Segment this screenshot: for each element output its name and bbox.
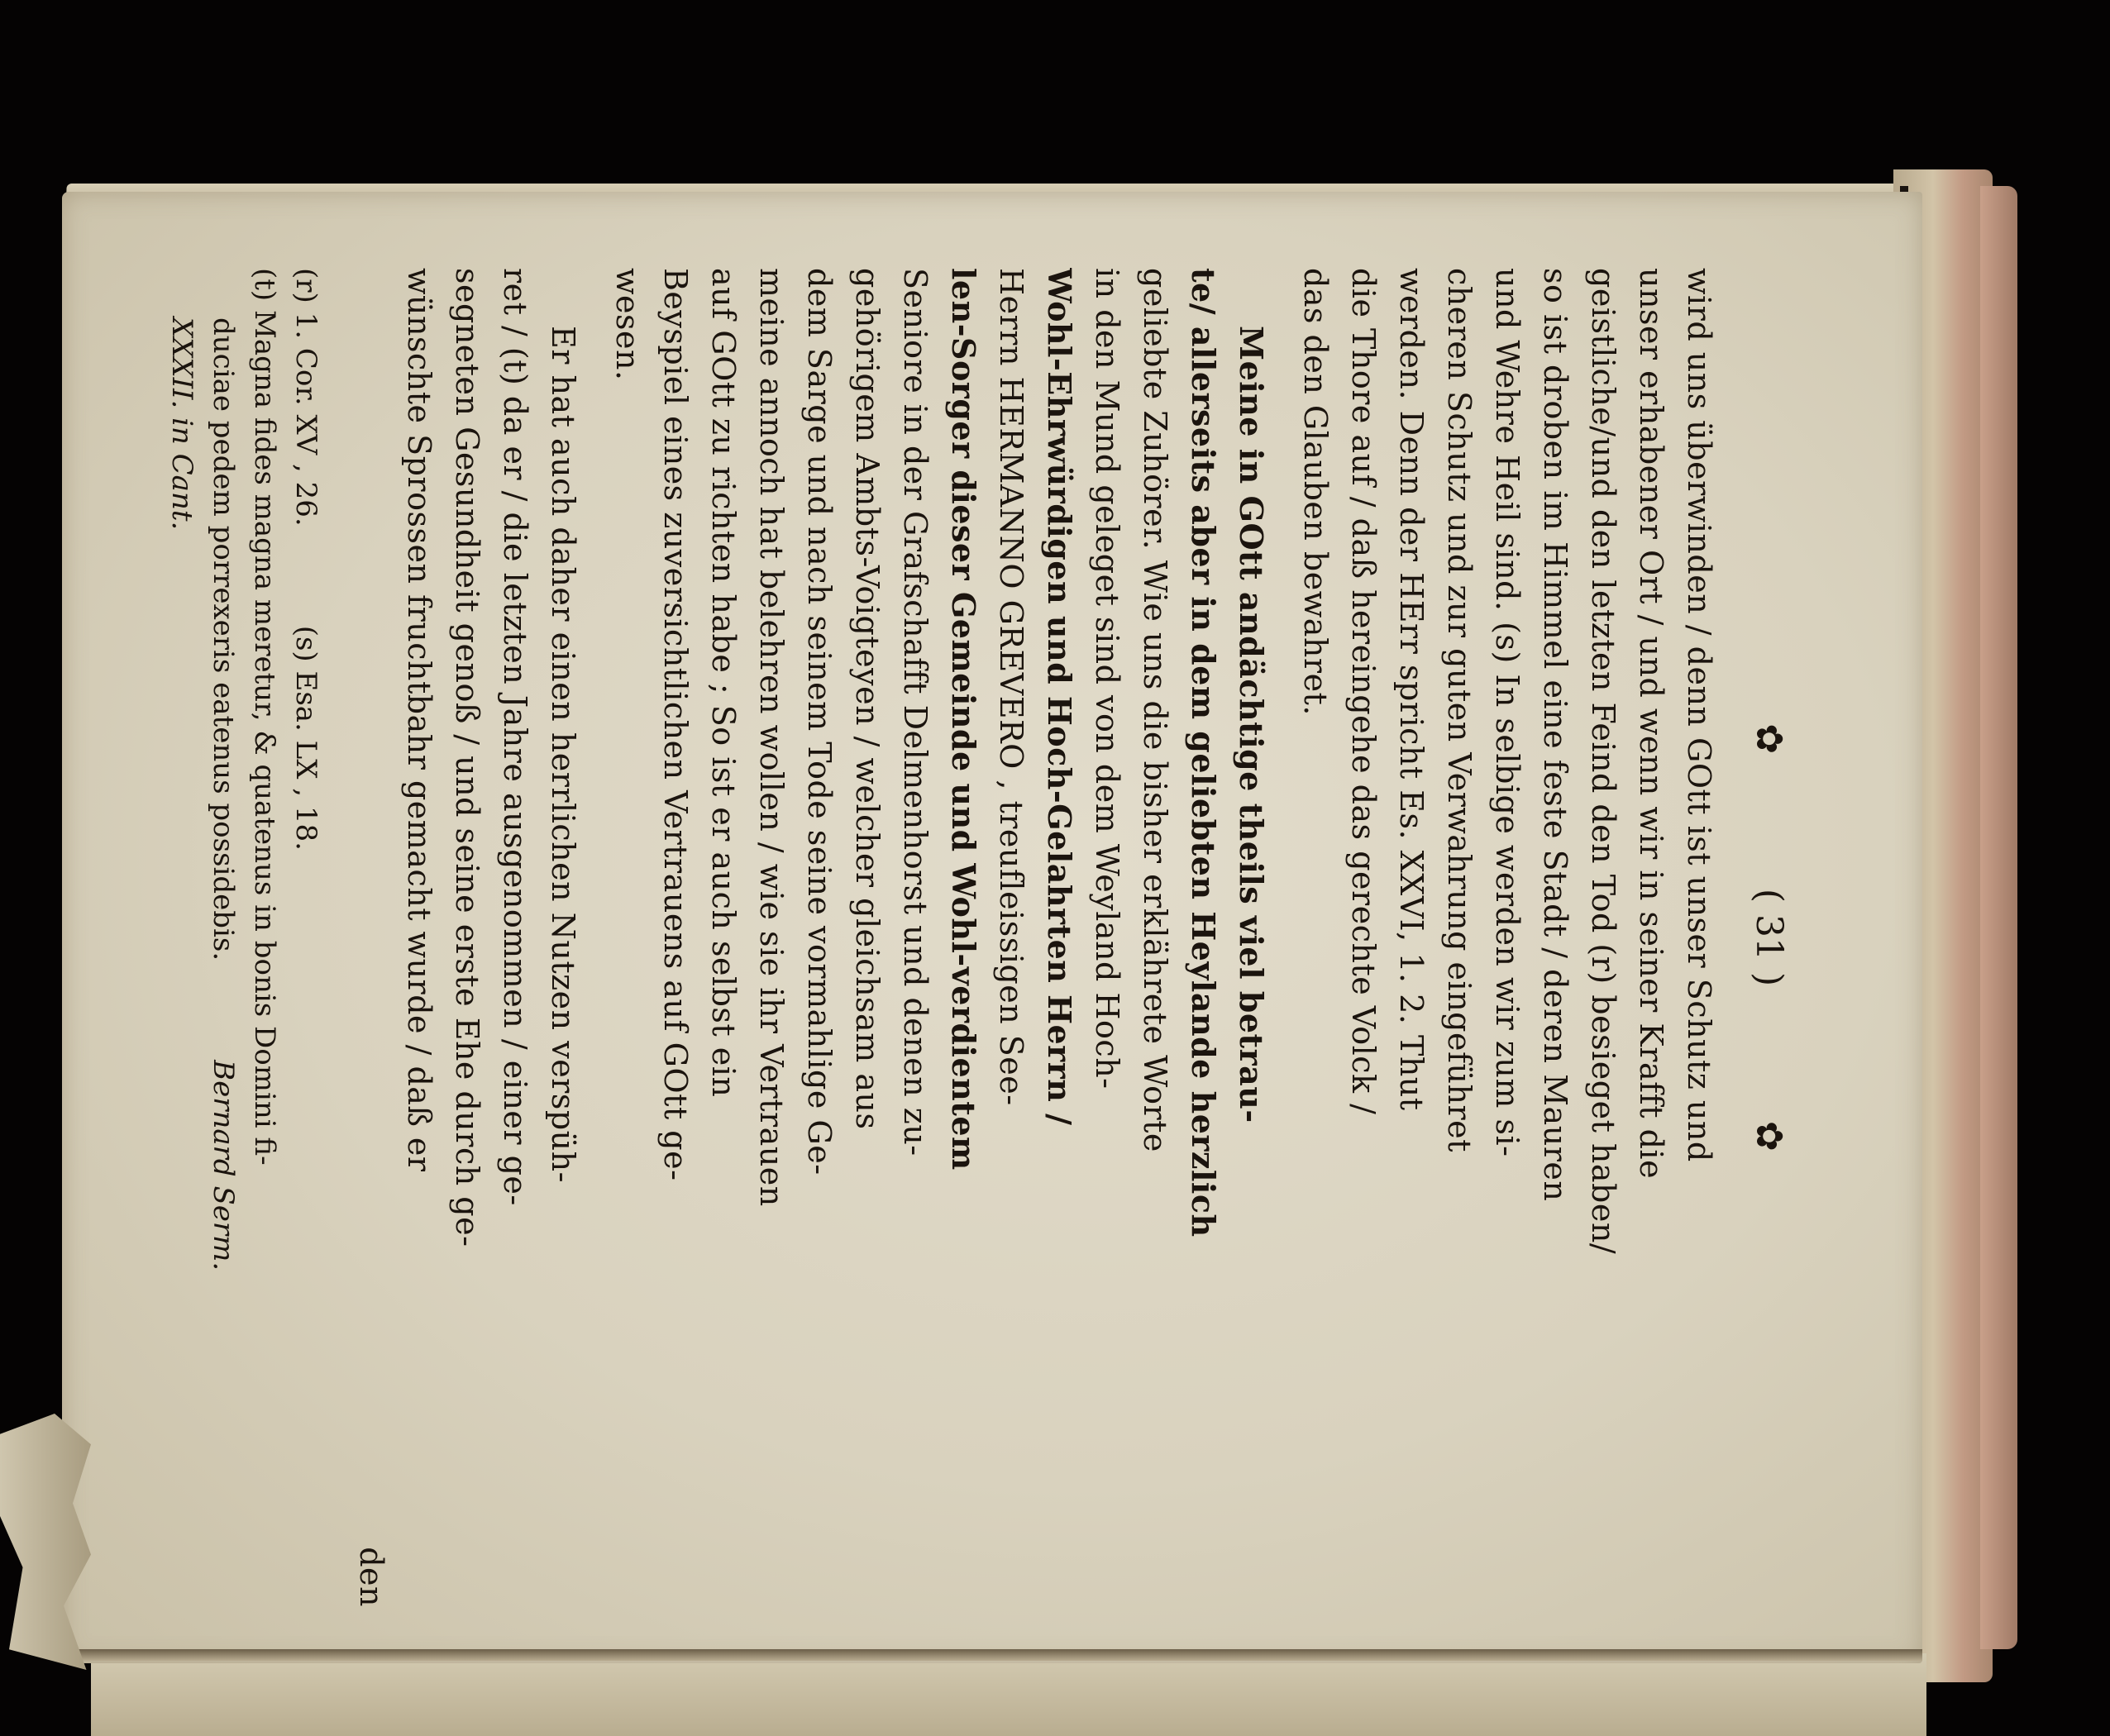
text-line: meine annoch hat belehren wollen / wie sie ihr Vertrauen [753, 268, 790, 1207]
binding-gutter [62, 1649, 1922, 1661]
text-line: len-Sorger dieser Gemeinde und Wohl-verdientem [945, 268, 982, 1171]
text-line: Meine in GOtt andächtige theils viel betrau- [1233, 326, 1270, 1123]
text-line: und Wehre Heil sind. (s) In selbige werden wir zum si- [1489, 268, 1525, 1157]
text-line: in den Mund geleget sind von dem Weyland Hoch- [1089, 268, 1125, 1090]
footnote-t-cont: duciae pedem porrexeris eatenus possidebis. [207, 317, 240, 961]
paragraph-1 [1291, 268, 1723, 1607]
text-line: gehörigem Ambts-Voigteyen / welcher gleichsam aus [849, 268, 886, 1130]
paragraph-3 [347, 268, 587, 1607]
text-line: den [353, 1547, 389, 1607]
facing-page-edge [91, 1653, 1926, 1736]
text-line: Seniore in der Grafschafft Delmenhorst und denen zu- [897, 268, 933, 1157]
footnote-s: (s) Esa. LX , 18. [289, 625, 322, 851]
text-line: das den Glauben bewahret. [1297, 268, 1334, 716]
footnote-t: (t) Magna fides magna meretur, & quatenus in bonis Domini fi- [248, 268, 281, 1166]
footnote-t-source-cont: XXXII. in Cant. [165, 317, 198, 531]
text-line: wünschte Sprossen fruchtbahr gemacht wurde / daß er [401, 268, 437, 1172]
text-line: Beyspiel eines zuversichtlichen Vertrauens auf GOtt ge- [657, 268, 694, 1181]
text-line: Herrn HERMANNO GREVERO , treufleissigen See- [993, 268, 1029, 1106]
book-cover-edge [1980, 186, 2017, 1649]
page-content [165, 268, 1806, 1607]
text-line: Wohl-Ehrwürdigen und Hoch-Gelahrten Herrn / [1041, 268, 1078, 1126]
text-line: so ist droben im Himmel eine feste Stadt / deren Mauren [1537, 268, 1573, 1202]
text-line: wesen. [609, 268, 646, 381]
text-line: auf GOtt zu richten habe ; So ist er auch selbst ein [705, 268, 742, 1098]
text-line: segneten Gesundheit genoß / und seine erste Ehe durch ge- [449, 268, 485, 1247]
text-line: dem Sarge und nach seinem Tode seine vormahlige Ge- [801, 268, 838, 1176]
page-number: ( 31 ) [1748, 888, 1790, 987]
text-line: wird uns überwinden / denn GOtt ist unser Schutz und [1681, 268, 1717, 1162]
text-line: cheren Schutz und zur guten Verwahrung eingeführet [1441, 268, 1477, 1152]
text-line: geliebte Zuhörer. Wie uns die bisher erklährete Worte [1137, 268, 1173, 1152]
footnote-r: (r) 1. Cor. XV , 26. [289, 268, 322, 527]
footnote-line [285, 268, 327, 1607]
text-line: die Thore auf / daß hereingehe das gerechte Volck / [1345, 268, 1382, 1115]
footnote-t-source: Bernard Serm. [207, 1060, 240, 1271]
ornament-right-icon: ✿ [1748, 1120, 1790, 1152]
text-line: werden. Denn der HErr spricht Es. XXVI, 1. 2. Thut [1393, 268, 1430, 1111]
text-line: te/ allerseits aber in dem geliebten Heylande herzlich [1185, 268, 1222, 1238]
footnote-line [203, 268, 244, 1607]
footnotes [161, 268, 327, 1607]
text-line: geistliche/und den letzten Feind den Tod (r) besieget haben/ [1585, 268, 1621, 1255]
text-line: ret / (t) da er / die letzten Jahre ausgenommen / einer ge- [497, 268, 533, 1206]
text-line: Er hat auch daher einen herrlichen Nutzen verspüh- [545, 326, 581, 1183]
ornament-left-icon: ✿ [1748, 723, 1790, 755]
footnote-line [244, 268, 285, 1607]
footnote-line [161, 268, 203, 1607]
text-line: unser erhabener Ort / und wenn wir in seiner Krafft die [1633, 268, 1669, 1180]
paragraph-2 [604, 268, 1275, 1607]
page-header [1731, 268, 1806, 1607]
